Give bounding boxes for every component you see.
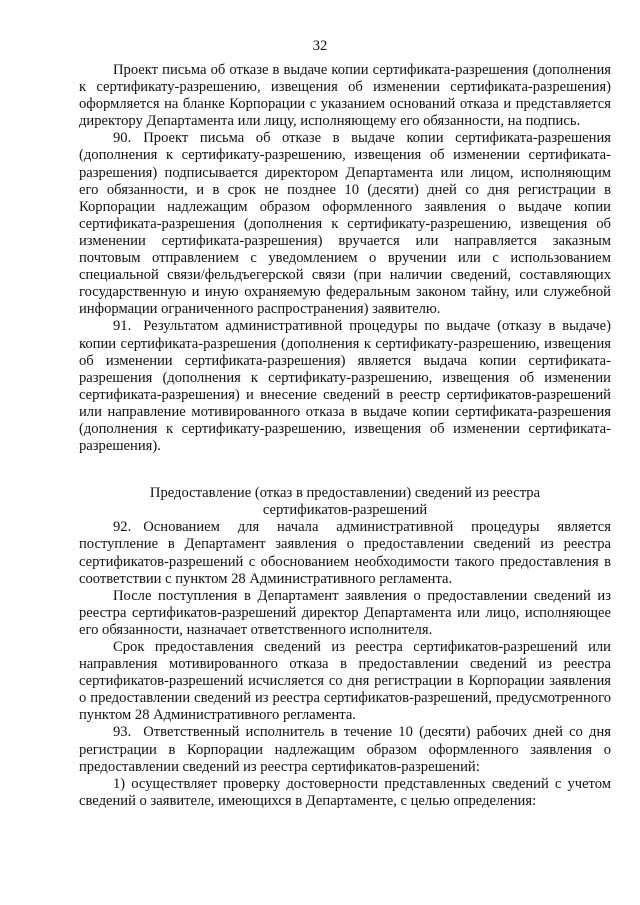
- section-heading-line-2: сертификатов-разрешений: [262, 502, 428, 519]
- paragraph-90: [79, 130, 611, 318]
- paragraph-text: Срок предоставления сведений из реестра сертификатов-разрешений или направления мотивированного отказа в предоставлении сведений из реестра сертификатов-разрешений исчисляется со дня регистрации в Корпорации заявления о предоставлении сведений из реестра сертификатов-разрешений, предусмотренного пунктом 28 Административного регламента.: [79, 639, 611, 724]
- paragraph-93-item-1: [79, 776, 611, 810]
- paragraph-text: Проект письма об отказе в выдаче копии сертификата-разрешения (дополнения к сертификату-разрешению, извещения об изменении сертификата-разрешения) подписывается директором Департамента или лицом, исполняющим его обязанности, и в срок не позднее 10 (десяти) дней со дня регистрации в Корпорации надлежащим образом оформленного заявления о выдаче копии сертификата-разрешения (дополнения к сертификату-разрешению, извещения об изменении сертификата-разрешения) вручается или направляется заказным почтовым отправлением с уведомлением о вручении или с использованием специальной связи/фельдъегерской связи (при наличии сведений, составляющих государственную и иную охраняемую федеральным законом тайну, или служебной информации ограниченного распространения) заявителю.: [79, 130, 611, 318]
- paragraph-number: 91.: [113, 318, 132, 335]
- paragraph-text: Проект письма об отказе в выдаче копии сертификата-разрешения (дополнения к сертификату-разрешению, извещения об изменении сертификата-разрешения) оформляется на бланке Корпорации с указанием оснований отказа и представляется директору Департамента или лицу, исполняющему его обязанности, на подпись.: [79, 62, 611, 130]
- paragraph-92: [79, 519, 611, 587]
- paragraph-text: Результатом административной процедуры по выдаче (отказу в выдаче) копии сертификата-разрешения (дополнения к сертификату-разрешению, извещения об изменении сертификата-разрешения) является выдача копии сертификата-разрешения (дополнения к сертификату-разрешению, извещения об изменении сертификата-разрешения) и внесение сведений в реестр сертификатов-разрешений или направление мотивированного отказа в выдаче копии сертификата-разрешения (дополнения к сертификату-разрешению, извещения об изменении сертификата-разрешения).: [79, 318, 611, 455]
- paragraph-text: Основанием для начала административной процедуры является поступление в Департамент заявления о предоставлении сведений из реестра сертификатов-разрешений с обоснованием необходимости такого предоставления в соответствии с пунктом 28 Административного регламента.: [79, 519, 611, 587]
- paragraph-number: 90.: [113, 130, 132, 147]
- page-number: 32: [312, 38, 328, 54]
- paragraph-number: 92.: [113, 519, 132, 536]
- paragraph-project-letter: [79, 62, 611, 130]
- paragraph-number: 93.: [113, 724, 132, 741]
- paragraph-text: Ответственный исполнитель в течение 10 (десяти) рабочих дней со дня регистрации в Корпорации надлежащим образом оформленного заявления о предоставлении сведений из реестра сертификатов-разрешений:: [79, 724, 611, 775]
- section-heading: [79, 485, 611, 519]
- document-body: [79, 62, 611, 810]
- paragraph-term: [79, 639, 611, 724]
- paragraph-text: После поступления в Департамент заявления о предоставлении сведений из реестра сертификатов-разрешений директор Департамента или лицо, исполняющее его обязанности, назначает ответственного исполнителя.: [79, 587, 611, 638]
- paragraph-91: [79, 318, 611, 455]
- paragraph-93: [79, 724, 611, 775]
- paragraph-responsible-executor: [79, 588, 611, 639]
- section-heading-line-1: Предоставление (отказ в предоставлении) сведений из реестра: [149, 485, 541, 502]
- paragraph-text: 1) осуществляет проверку достоверности представленных сведений с учетом сведений о заявителе, имеющихся в Департаменте, с целью определения:: [79, 775, 611, 809]
